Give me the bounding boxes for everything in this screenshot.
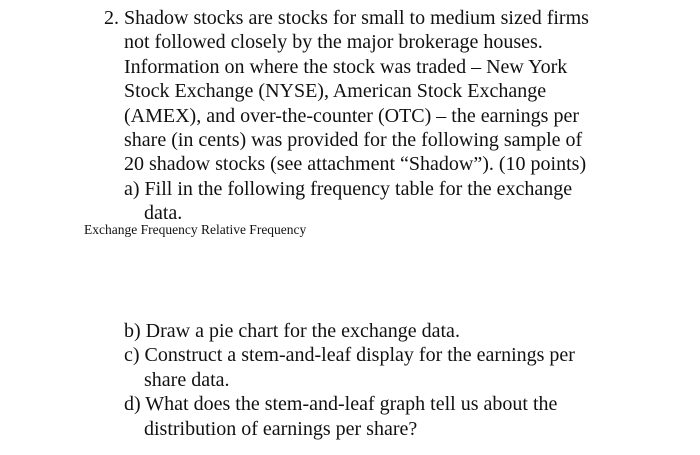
intro-line: Information on where the stock was traded – New York bbox=[124, 55, 568, 78]
question-number: 2. bbox=[104, 7, 119, 29]
part-c-line: c) Construct a stem-and-leaf display for the earnings per bbox=[124, 344, 575, 367]
intro-line: 20 shadow stocks (see attachment “Shadow”). (10 points) bbox=[124, 153, 587, 176]
part-d-line: distribution of earnings per share? bbox=[144, 417, 418, 440]
intro-line: share (in cents) was provided for the following sample of bbox=[124, 129, 583, 151]
intro-line: Stock Exchange (NYSE), American Stock Exchange bbox=[124, 80, 547, 103]
frequency-table-header: Exchange Frequency Relative Frequency bbox=[84, 222, 307, 237]
part-a-line: data. bbox=[144, 202, 183, 225]
part-d-line: d) What does the stem-and-leaf graph tell us about the bbox=[124, 393, 558, 416]
intro-line: Shadow stocks are stocks for small to medium sized firms bbox=[124, 7, 589, 29]
part-b-line: b) Draw a pie chart for the exchange data. bbox=[124, 320, 460, 342]
part-a-line: a) Fill in the following frequency table for the exchange bbox=[124, 177, 573, 200]
intro-line: not followed closely by the major brokerage houses. bbox=[124, 31, 543, 54]
part-c-line: share data. bbox=[144, 368, 230, 391]
intro-line: (AMEX), and over-the-counter (OTC) – the earnings per bbox=[124, 104, 579, 127]
